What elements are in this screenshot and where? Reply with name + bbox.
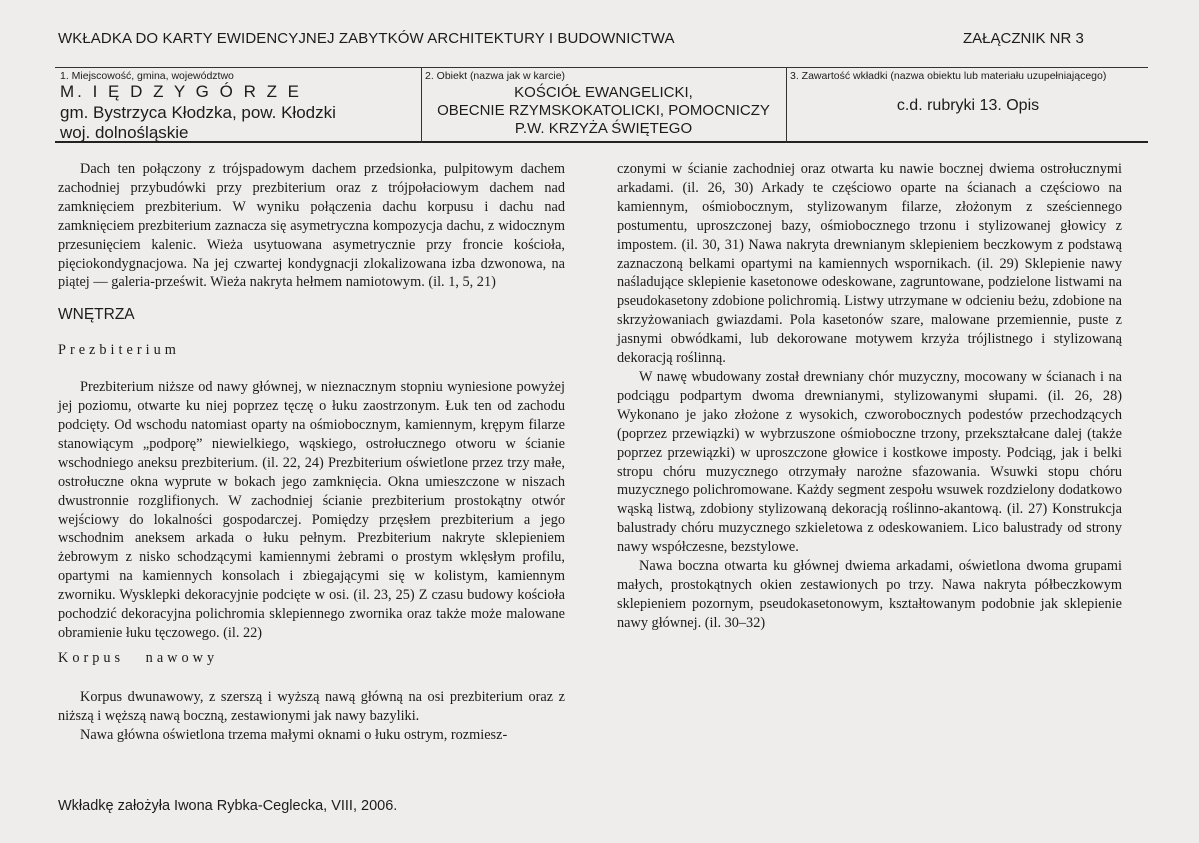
- location-commune: gm. Bystrzyca Kłodzka, pow. Kłodzki: [60, 103, 336, 122]
- paragraph-roof: Dach ten połączony z trójspadowym dachem przedsionka, pulpitowym dachem zachodniej przybudówki przy prezbiterium oraz z trójpołaciowym dachem nad zamknięciem prezbiterium. W wyniku połączenia dachu korpusu i dachu nad zamknięciem prezbiterium zaznacza się asymetryczna kompozycja dachu, z widocznym przesunięciem kalenic. Wieża usytuowana asymetrycznie przy froncie kościoła, pięciokondygnacjowa. Na jej czwartej kondygnacji zlokalizowana izba dzwonowa, na piątej — galeria-prześwit. Wieża nakryta hełmem namiotowym. (il. 1, 5, 21): [58, 161, 565, 291]
- column-divider: [421, 67, 422, 143]
- object-field-label: 2. Obiekt (nazwa jak w karcie): [425, 70, 566, 82]
- paragraph-music-choir: W nawę wbudowany został drewniany chór muzyczny, mocowany w ścianach i na podciągu podpartym dwoma drewnianymi, stylizowanymi słupami. (il. 26, 28) Wykonano je jako złożone z wysokich, czworobocznych podestów przechodzących (poprzez przewiązki) w wybrzuszone ośmioboczne trzony, przekształcane dalej (także poprzez przewiązki) w uproszczone głowice i kostkowe imposty. Podciąg, jak i belki stropu chóru muzycznego otrzymały narożne sfazowania. Wsuwki stopu chóru muzycznego polichromowane. Każdy segment zespołu wsuwek rozdzielony dodatkowo wąską listwą, zdobiony stylizowaną dekoracją roślinno-akantową. (il. 27) Konstrukcja balustrady chóru muzycznego szkieletowa z odeskowaniem. Lico balustrady od strony nawy współczesne, bezstylowe.: [617, 368, 1122, 556]
- location-voivodeship: woj. dolnośląskie: [60, 123, 189, 142]
- contents-value: c.d. rubryki 13. Opis: [896, 97, 1040, 114]
- table-top-rule: [55, 67, 1148, 68]
- paragraph-nave-body: Korpus dwunawowy, z szerszą i wyższą nawą główną na osi prezbiterium oraz z niższą i węższą nawą boczną, zestawionymi jak nawy bazyliki.: [58, 688, 565, 724]
- left-text-column: [58, 160, 565, 744]
- column-divider: [786, 67, 787, 143]
- object-name-line3: P.W. KRZYŻA ŚWIĘTEGO: [514, 120, 693, 137]
- table-bottom-rule: [55, 141, 1148, 143]
- paragraph-main-nave-continued: czonymi w ścianie zachodniej oraz otwarta ku nawie bocznej dwiema ostrołucznymi arkadami. (il. 26, 30) Arkady te częściowo oparte na ścianach a częściowo na kamiennym, ośmiobocznym, stylizowanym filarze, złożonym z sześciennego postumentu, uproszczonej bazy, ośmiobocznego trzonu i stylizowanej głowicy z impostem. (il. 30, 31) Nawa nakryta drewnianym sklepieniem beczkowym z podstawą zaznaczoną belkami opartymi na kamiennych wspornikach. (il. 29) Sklepienie nawy naśladujące sklepienie kasetonowe odeskowane, zagruntowane, podzielone listwami na pseudokasetony zdobione polichromią. Listwy utrzymane w odcieniu beżu, zdobione na skrzyżowaniach gwiazdami. Pola kasetonów szare, malowane przemiennie, puste z jasnymi obwódkami, lub dekorowane motywem krzyża trójlistnego i stylizowaną dekoracją roślinną.: [617, 161, 1122, 367]
- object-name-line2: OBECNIE RZYMSKOKATOLICKI, POMOCNICZY: [437, 102, 770, 119]
- object-name-line1: KOŚCIÓŁ EWANGELICKI,: [514, 84, 693, 101]
- right-text-column: [617, 160, 1122, 633]
- location-town: M. I Ę D Z Y G Ó R Z E: [60, 82, 303, 101]
- paragraph-side-nave: Nawa boczna otwarta ku głównej dwiema arkadami, oświetlona dwoma grupami małych, prostokątnych okien zestawionych po trzy. Nawa nakryta półbeczkowym sklepieniem pozornym, pseudokasetonowym, kształtowanym podobnie jak sklepienie nawy głównej. (il. 30–32): [617, 558, 1122, 631]
- footer-author-note: Wkładkę założyła Iwona Rybka-Ceglecka, VIII, 2006.: [58, 798, 398, 814]
- paragraph-presbytery: Prezbiterium niższe od nawy głównej, w nieznacznym stopniu wyniesione powyżej jej poziomu, otwarte ku niej poprzez tęczę o łuku zaostrzonym. Łuk ten od zachodu podcięty. Od wschodu natomiast oparty na ośmiobocznym, kamiennym, krępym filarze stanowiącym „podporę” niewielkiego, wąskiego, ostrołucznego otworu w ścianie wschodniego aneksu prezbiterium. (il. 22, 24) Prezbiterium oświetlone przez trzy małe, ostrołuczne okna wyprute w bokach jego zamknięcia. Okna umieszczone w niszach dwustronnie rozglifionych. W zachodniej ścianie prezbiterium prostokątny otwór wejściowy do lokalności gospodarczej. Pomiędzy przęsłem prezbiterium a jego wschodnim aneksem arkada o łuku pełnym. Prezbiterium nakryte sklepieniem żebrowym z nisko schodzącymi kamiennymi żebrami o prostym wklęsłym profilu, opartymi na kamiennych konsolach i zbiegającymi się w kolistym, kamiennym zworniku. Wysklepki dekoracyjnie podcięte w osi. (il. 23, 25) Z czasu budowy kościoła pochodzić dekoracyjna polichromia sklepiennego zwornika oraz także może malowane obramienie łuku tęczowego. (il. 22): [58, 379, 565, 641]
- header-fields-table: [55, 67, 1148, 143]
- subheading-nave-body: Korpus nawowy: [58, 649, 219, 666]
- location-field-label: 1. Miejscowość, gmina, województwo: [60, 70, 234, 82]
- subheading-presbytery: Prezbiterium: [58, 342, 180, 359]
- section-heading-interiors: WNĘTRZA: [58, 306, 135, 324]
- paragraph-main-nave-start: Nawa główna oświetlona trzema małymi oknami o łuku ostrym, rozmiesz-: [80, 726, 508, 743]
- attachment-number: ZAŁĄCZNIK NR 3: [963, 30, 1084, 47]
- contents-field-label: 3. Zawartość wkładki (nazwa obiektu lub materiału uzupełniającego): [790, 70, 1107, 82]
- document-title: WKŁADKA DO KARTY EWIDENCYJNEJ ZABYTKÓW ARCHITEKTURY I BUDOWNICTWA: [58, 30, 675, 47]
